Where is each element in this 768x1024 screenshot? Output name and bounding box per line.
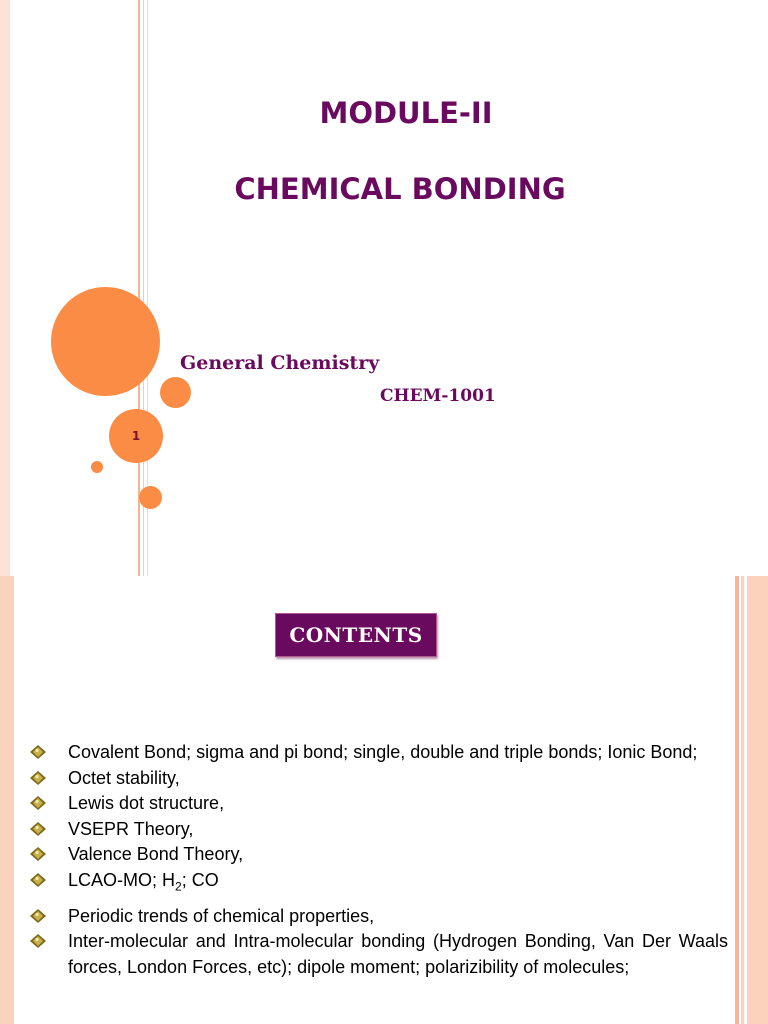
right-decor-band bbox=[747, 576, 768, 1024]
left-decor-band bbox=[0, 576, 14, 1024]
diamond-bullet-icon bbox=[30, 771, 46, 785]
diamond-bullet-icon bbox=[30, 822, 46, 836]
diamond-bullet-icon bbox=[30, 909, 46, 923]
contents-heading: CONTENTS bbox=[289, 623, 423, 647]
topic-title: CHEMICAL BONDING bbox=[234, 172, 566, 206]
course-code: CHEM-1001 bbox=[380, 386, 496, 406]
list-item: VSEPR Theory, bbox=[30, 817, 728, 843]
diamond-bullet-icon bbox=[30, 745, 46, 759]
contents-list bbox=[30, 740, 728, 980]
course-name: General Chemistry bbox=[180, 352, 380, 374]
list-item: LCAO-MO; $H_2$; CO bbox=[30, 868, 728, 900]
diamond-bullet-icon bbox=[30, 796, 46, 810]
list-item: Valence Bond Theory, bbox=[30, 842, 728, 868]
slide-number-circle bbox=[109, 409, 163, 463]
diamond-bullet-icon bbox=[30, 873, 46, 887]
right-decor-stripe bbox=[735, 576, 739, 1024]
right-decor-stripe bbox=[741, 576, 744, 1024]
contents-heading-box bbox=[275, 613, 437, 657]
list-item: Octet stability, bbox=[30, 766, 728, 792]
list-item: Periodic trends of chemical properties, bbox=[30, 904, 728, 930]
decor-circle-large bbox=[51, 287, 160, 396]
list-item: Lewis dot structure, bbox=[30, 791, 728, 817]
diamond-bullet-icon bbox=[30, 934, 46, 948]
vertical-decor-line bbox=[138, 0, 140, 576]
contents-slide bbox=[0, 576, 768, 1024]
list-item: Covalent Bond; sigma and pi bond; single, double and triple bonds; Ionic Bond; bbox=[30, 740, 728, 766]
left-decor-band bbox=[0, 0, 10, 576]
decor-circle-dot bbox=[91, 461, 103, 473]
module-title: MODULE-II bbox=[319, 96, 493, 130]
list-item: Inter-molecular and Intra-molecular bonding (Hydrogen Bonding, Van Der Waals forces, London Forces, etc); dipole moment; polarizibility of molecules; bbox=[30, 929, 728, 980]
decor-circle-small bbox=[139, 486, 162, 509]
diamond-bullet-icon bbox=[30, 847, 46, 861]
decor-circle-small bbox=[160, 377, 191, 408]
slide-number: 1 bbox=[131, 429, 141, 443]
